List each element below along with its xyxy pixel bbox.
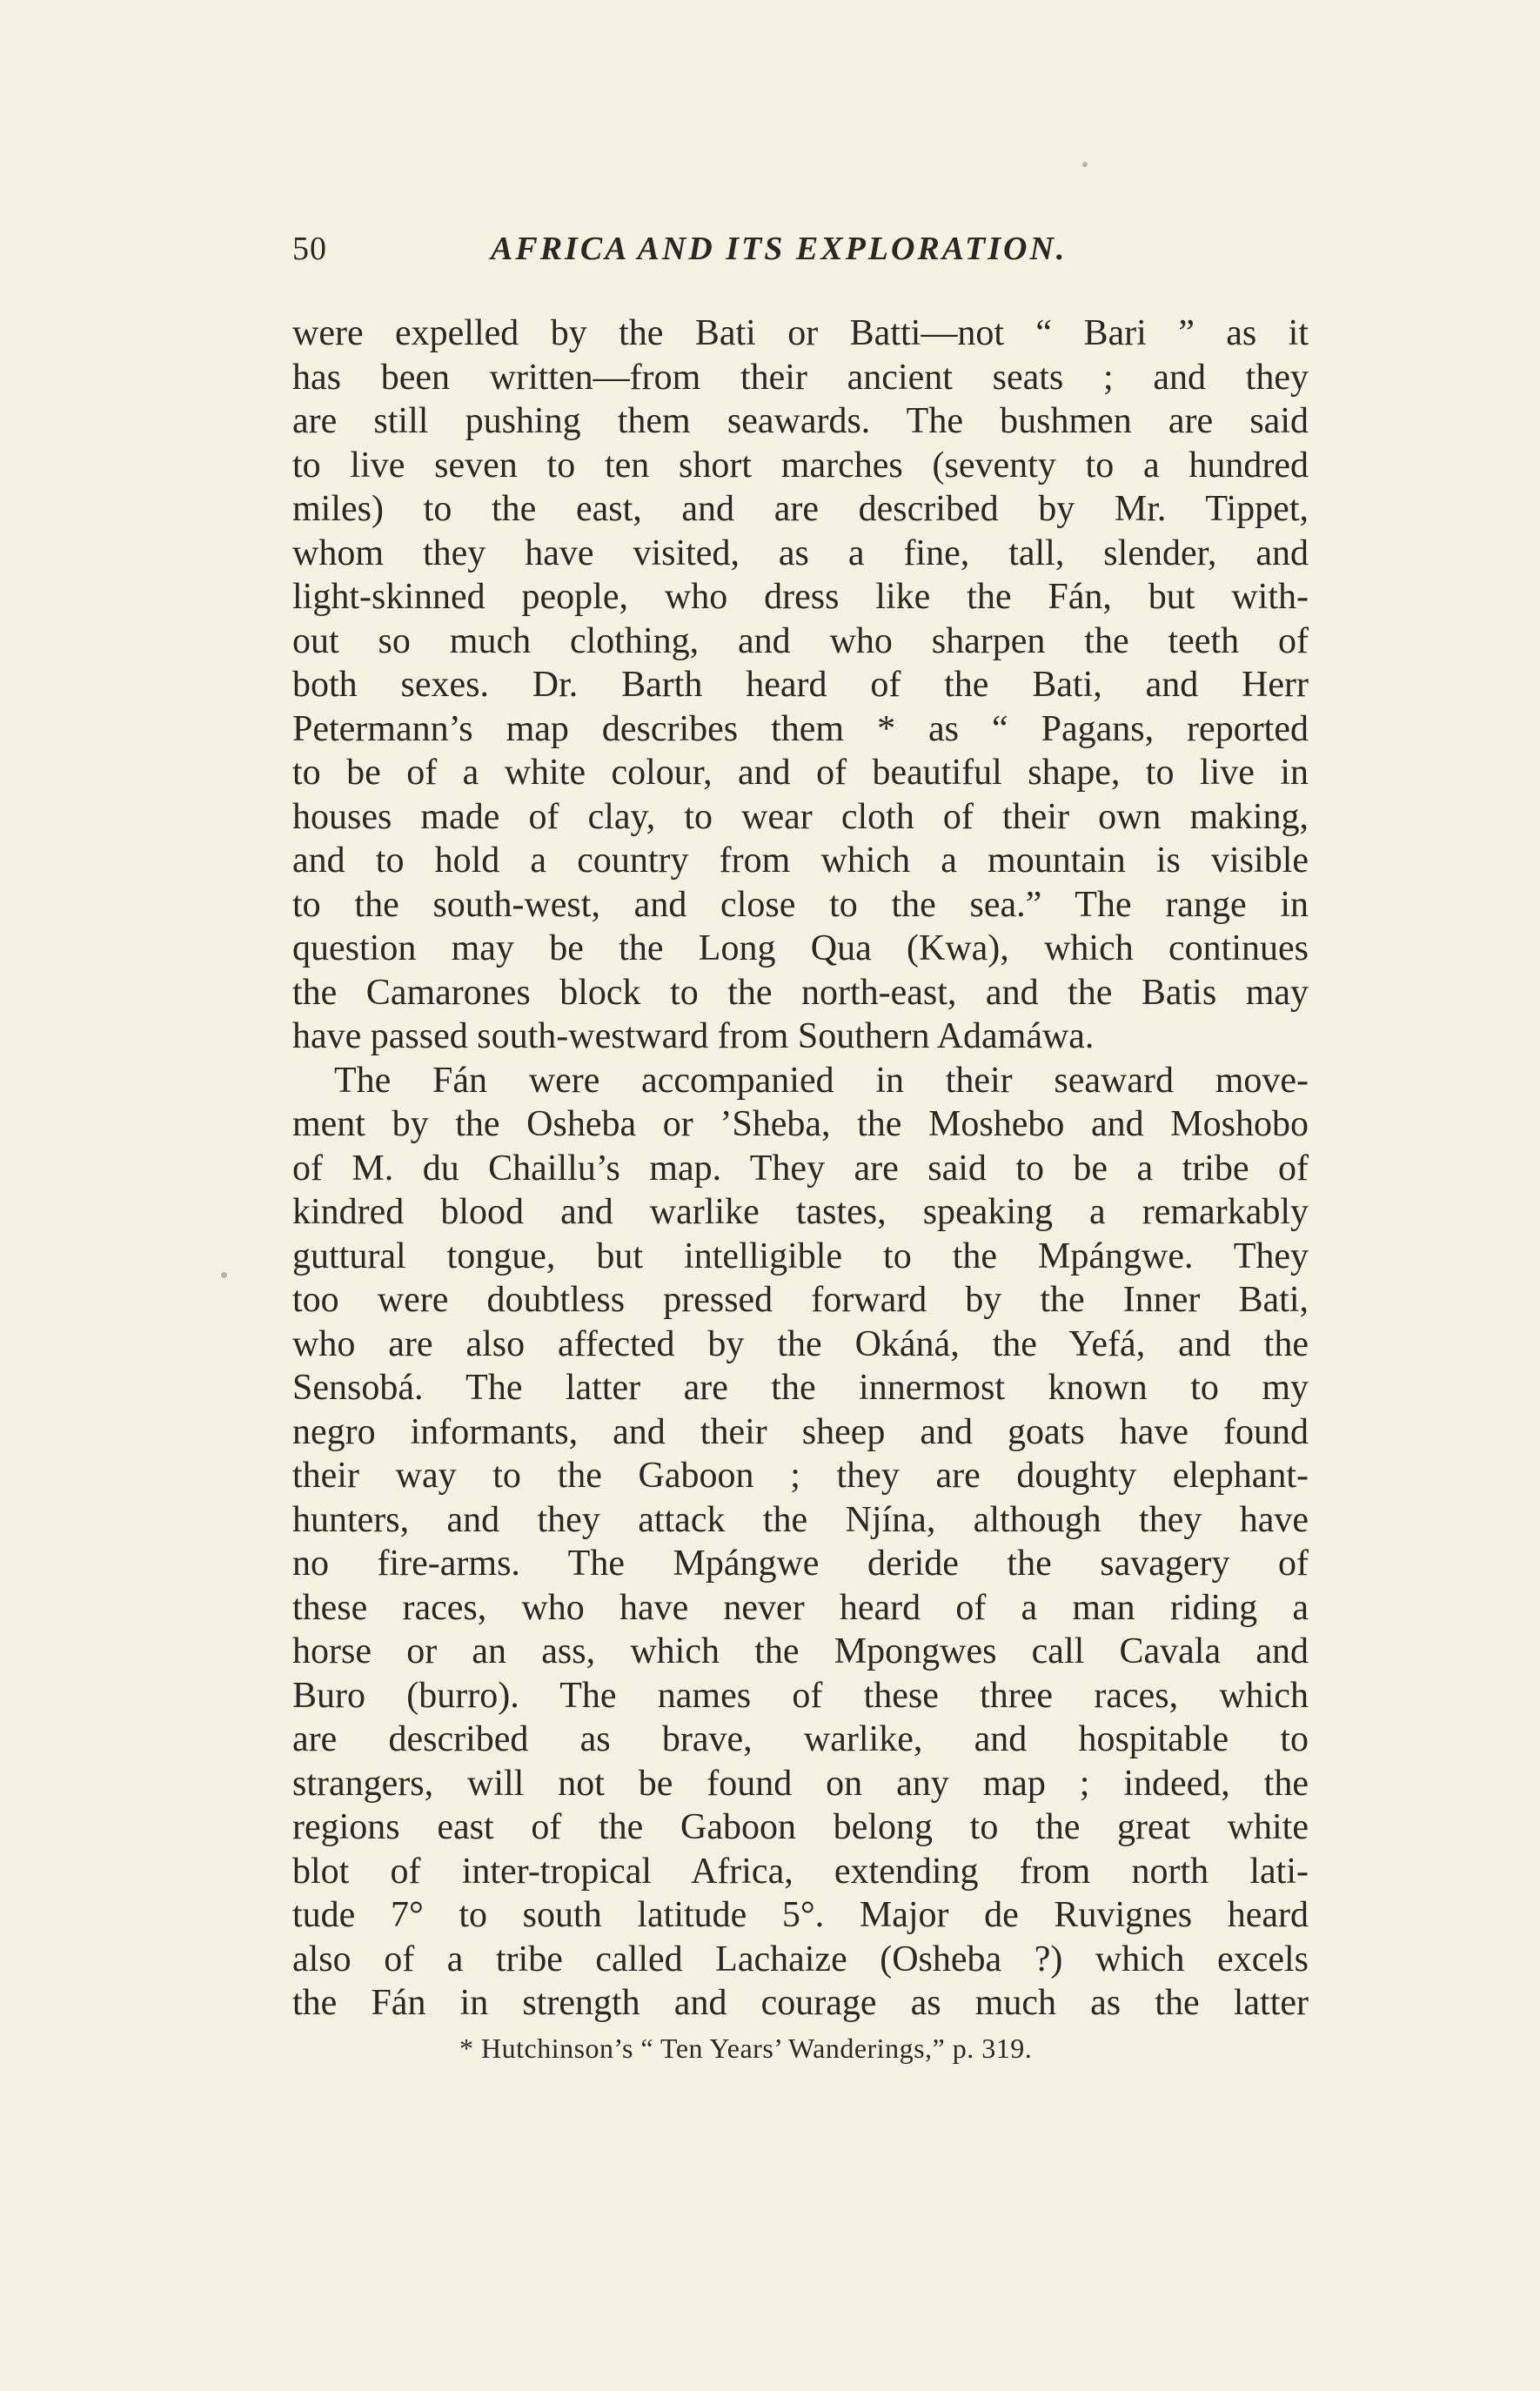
body-text bbox=[292, 311, 1309, 2026]
text-line: hunters, and they attack the Njína, although they have bbox=[292, 1499, 1309, 1540]
text-line: houses made of clay, to wear cloth of their own making, bbox=[292, 796, 1309, 837]
text-line: has been written—from their ancient seats ; and they bbox=[292, 357, 1309, 398]
text-line: miles) to the east, and are described by Mr. Tippet, bbox=[292, 489, 1309, 529]
footnote: * Hutchinson’s “ Ten Years’ Wanderings,” p. 319. bbox=[459, 2033, 1033, 2064]
text-line: and to hold a country from which a mountain is visible bbox=[292, 841, 1309, 881]
text-line: the Camarones block to the north-east, and the Batis may bbox=[292, 972, 1309, 1013]
text-line: of M. du Chaillu’s map. They are said to be a tribe of bbox=[292, 1148, 1309, 1189]
text-line: whom they have visited, as a fine, tall, slender, and bbox=[292, 532, 1309, 573]
text-line: blot of inter-tropical Africa, extending from north lati- bbox=[292, 1851, 1309, 1892]
text-line: to the south-west, and close to the sea.” The range in bbox=[292, 884, 1309, 925]
text-line: both sexes. Dr. Barth heard of the Bati, and Herr bbox=[292, 665, 1309, 705]
text-line: these races, who have never heard of a man riding a bbox=[292, 1587, 1309, 1628]
text-line: tude 7° to south latitude 5°. Major de Ruvignes heard bbox=[292, 1895, 1309, 1935]
text-line: also of a tribe called Lachaize (Osheba ?) which excels bbox=[292, 1939, 1309, 1979]
text-line: Petermann’s map describes them * as “ Pagans, reported bbox=[292, 708, 1309, 749]
text-line: were expelled by the Bati or Batti—not “ Bari ” as it bbox=[292, 313, 1309, 353]
text-line: to be of a white colour, and of beautiful shape, to live in bbox=[292, 753, 1309, 793]
text-line: out so much clothing, and who sharpen the teeth of bbox=[292, 620, 1309, 661]
running-head-title: AFRICA AND ITS EXPLORATION. bbox=[491, 231, 1068, 267]
text-line: kindred blood and warlike tastes, speaking a remarkably bbox=[292, 1192, 1309, 1232]
text-line: light-skinned people, who dress like the Fán, but with- bbox=[292, 577, 1309, 617]
text-line: who are also affected by the Okáná, the Yefá, and the bbox=[292, 1323, 1309, 1364]
text-line: ment by the Osheba or ’Sheba, the Moshebo and Moshobo bbox=[292, 1104, 1309, 1144]
text-line: are still pushing them seawards. The bushmen are said bbox=[292, 401, 1309, 441]
text-line: Sensobá. The latter are the innermost known to my bbox=[292, 1368, 1309, 1408]
running-head bbox=[292, 230, 1305, 285]
text-line: negro informants, and their sheep and goats have found bbox=[292, 1411, 1309, 1452]
text-line: horse or an ass, which the Mpongwes call Cavala and bbox=[292, 1631, 1309, 1671]
text-line: too were doubtless pressed forward by the Inner Bati, bbox=[292, 1280, 1309, 1320]
paragraph-start-line: The Fán were accompanied in their seaward move- bbox=[334, 1060, 1309, 1101]
text-line: no fire-arms. The Mpángwe deride the savagery of bbox=[292, 1544, 1309, 1584]
paper-speck bbox=[1082, 162, 1088, 167]
page-number: 50 bbox=[292, 231, 327, 267]
paper-speck bbox=[221, 1272, 227, 1278]
text-line: to live seven to ten short marches (seventy to a hundred bbox=[292, 445, 1309, 486]
text-line: strangers, will not be found on any map ; indeed, the bbox=[292, 1763, 1309, 1804]
text-line: guttural tongue, but intelligible to the Mpángwe. They bbox=[292, 1236, 1309, 1276]
text-line: have passed south-westward from Southern Adamáwa. bbox=[292, 1016, 1095, 1056]
text-line: question may be the Long Qua (Kwa), which continues bbox=[292, 928, 1309, 968]
text-line: the Fán in strength and courage as much as the latter bbox=[292, 1983, 1309, 2023]
text-line: their way to the Gaboon ; they are doughty elephant- bbox=[292, 1456, 1309, 1496]
text-line: regions east of the Gaboon belong to the great white bbox=[292, 1807, 1309, 1847]
text-line: are described as brave, warlike, and hospitable to bbox=[292, 1719, 1309, 1759]
text-line: Buro (burro). The names of these three races, which bbox=[292, 1675, 1309, 1716]
